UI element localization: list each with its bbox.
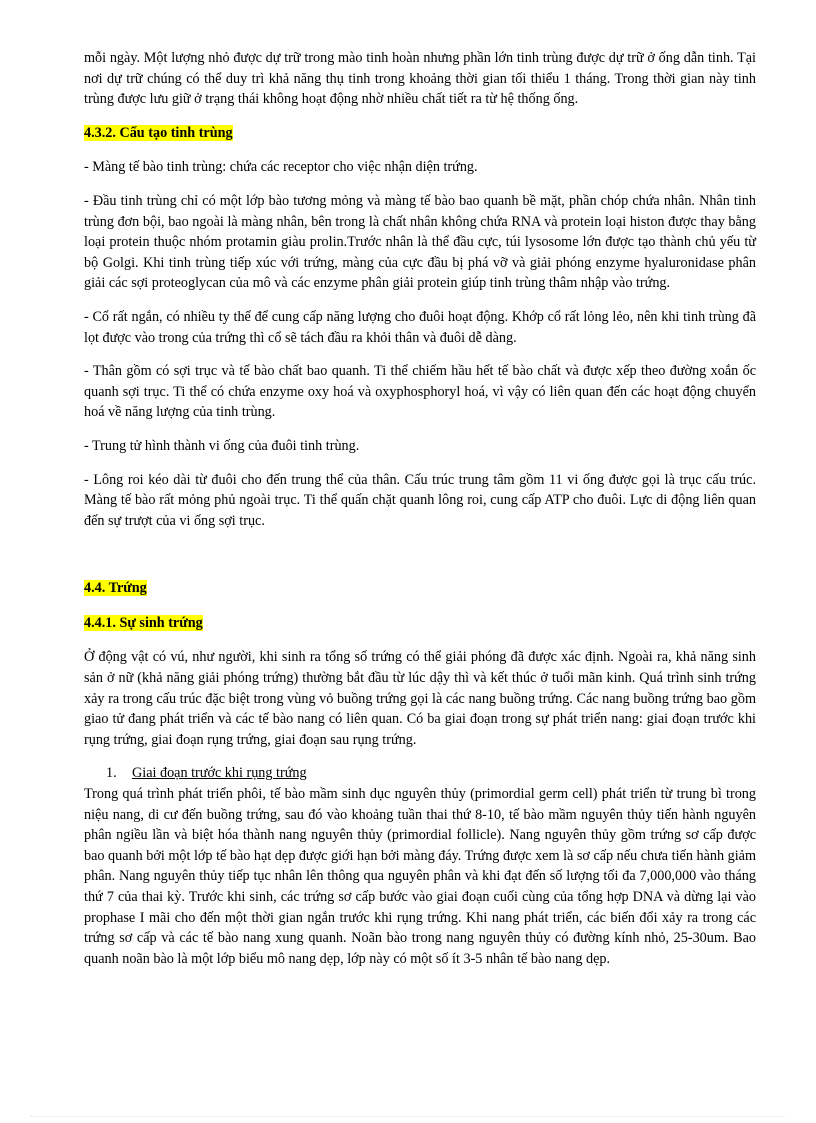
section-spacer [84,544,756,578]
heading-4-3-2-text: 4.3.2. Cấu tạo tinh trùng [84,124,233,141]
list-item-label: Giai đoạn trước khi rụng trứng [132,765,307,782]
paragraph-storage: mỗi ngày. Một lượng nhỏ được dự trữ trong mào tinh hoàn nhưng phần lớn tinh trùng được dự trữ ở ống dẫn tinh. Tại nơi dự trữ chúng có thể duy trì khả năng thụ tinh trong khoảng thời gian tối thiểu 1 tháng. Trong thời gian này tinh trùng được lưu giữ ở trạng thái không hoạt động nhờ nhiều chất tiết ra từ hệ thống ống. [84,50,756,108]
heading-4-4-text: 4.4. Trứng [84,580,147,597]
paragraph-head: - Đầu tinh trùng chỉ có một lớp bào tương mỏng và màng tế bào bao quanh bề mặt, phần chóp chứa nhân. Nhân tinh trùng đơn bội, bao ngoài là màng nhân, bên trong là chất nhân không chứa RNA và protein loại histon được thay bằng loại protein thuộc nhóm protamin giàu prolin.Trước nhân là thể đầu cực, túi lysosome lớn được tạo thành chủ yếu từ bộ Golgi. Khi tinh trùng tiếp xúc với trứng, màng của cực đầu bị phá vỡ và giải phóng enzyme hyaluronidase phân giải các sợi proteoglycan của mô và các enzyme phân giải protein giúp tinh trùng thâm nhập vào trứng. [84,192,756,292]
paragraph-oogenesis-intro: Ở động vật có vú, như người, khi sinh ra tổng số trứng có thể giải phóng đã được xác định. Ngoài ra, khả năng sinh sản ở nữ (khả năng giải phóng trứng) thường bắt đầu từ lúc dậy thì và kết thúc ở tuổi mãn kinh. Quá trình sinh trứng xảy ra trong cấu trúc đặc biệt trong vùng vỏ buồng trứng gọi là các nang buồng trứng. Các nang buồng trứng bao gồm giao tử đang phát triển và các tế bào nang có liên quan. Có ba giai đoạn trong sự phát triển nang: giai đoạn trước khi rụng trứng, giai đoạn rụng trứng, giai đoạn sau rụng trứng. [84,649,756,748]
paragraph-membrane: - Màng tế bào tinh trùng: chứa các receptor cho việc nhận diện trứng. [84,159,478,176]
heading-4-4-1-text: 4.4.1. Sự sinh trứng [84,614,203,631]
paragraph-flagellum: - Lông roi kéo dài từ đuôi cho đến trung thể của thân. Cấu trúc trung tâm gồm 11 vi ống được gọi là trục cấu trúc. Màng tế bào rất mỏng phủ ngoài trục. Ti thể quấn chặt quanh lông roi, cung cấp ATP cho đuôi. Lực di động liên quan đến sự trượt của vi ống sợi trục. [84,471,756,529]
document-page [84,48,756,969]
list-item-preovulatory [84,763,756,784]
paragraph-body: - Thân gồm có sợi trục và tế bào chất bao quanh. Ti thể chiếm hầu hết tế bào chất và được xếp theo đường xoắn ốc quanh sợi trục. Ti thể có chứa enzyme oxy hoá và oxyphosphoryl hoá, vì vậy có liên quan đến các hoạt động chuyển hoá về năng lượng của tinh trùng. [84,363,756,421]
paragraph-neck: - Cổ rất ngắn, có nhiều ty thể để cung cấp năng lượng cho đuôi hoạt động. Khớp cổ rất lỏng lẻo, nên khi tinh trùng đã lọt được vào trong của trứng thì cổ sẽ tách đầu ra khỏi thân và đuôi dễ dàng. [84,308,756,346]
paragraph-centriole: - Trung tử hình thành vi ống của đuôi tinh trùng. [84,437,360,454]
list-item-number: 1. [106,765,117,782]
heading-4-3-2 [84,123,756,144]
heading-4-4-1 [84,613,756,634]
page-bottom-rule [30,1116,786,1117]
paragraph-preovulatory-body: Trong quá trình phát triển phôi, tế bào mầm sinh dục nguyên thủy (primordial germ cell) phát triển từ trung bì trong niệu nang, di cư đến buồng trứng, sau đó vào khoảng tuần thai thứ 8-10, tế bào mầm nguyên thủy tiến hành nguyên phân ngiều lần và biệt hóa thành nang nguyên thủy (primordial follicle). Nang nguyên thủy gồm trứng sơ cấp được bao quanh bởi một lớp tế bào hạt dẹp được giới hạn bởi màng đáy. Trứng được xem là sơ cấp nếu chưa tiến hành giảm phân. Nang nguyên thủy tiếp tục nhân lên thông qua nguyên phân và khi đạt đến số lượng tối đa 7,000,000 vào tháng thứ 7 của thai kỳ. Trước khi sinh, các trứng sơ cấp bước vào giai đoạn cuối cùng của tổng hợp DNA và dừng lại vào prophase I mãi cho đến một thời gian ngắn trước khi rụng trứng. Khi nang phát triển, các biến đổi xảy ra trong các trứng sơ cấp và các tế bào nang xung quanh. Noãn bào trong nang nguyên thủy có đường kính nhỏ, 25-30um. Bao quanh noãn bào là một lớp biểu mô nang dẹp, lớp này có một số ít 3-5 nhân tế bào nang dẹp. [84,786,756,967]
heading-4-4 [84,578,756,599]
